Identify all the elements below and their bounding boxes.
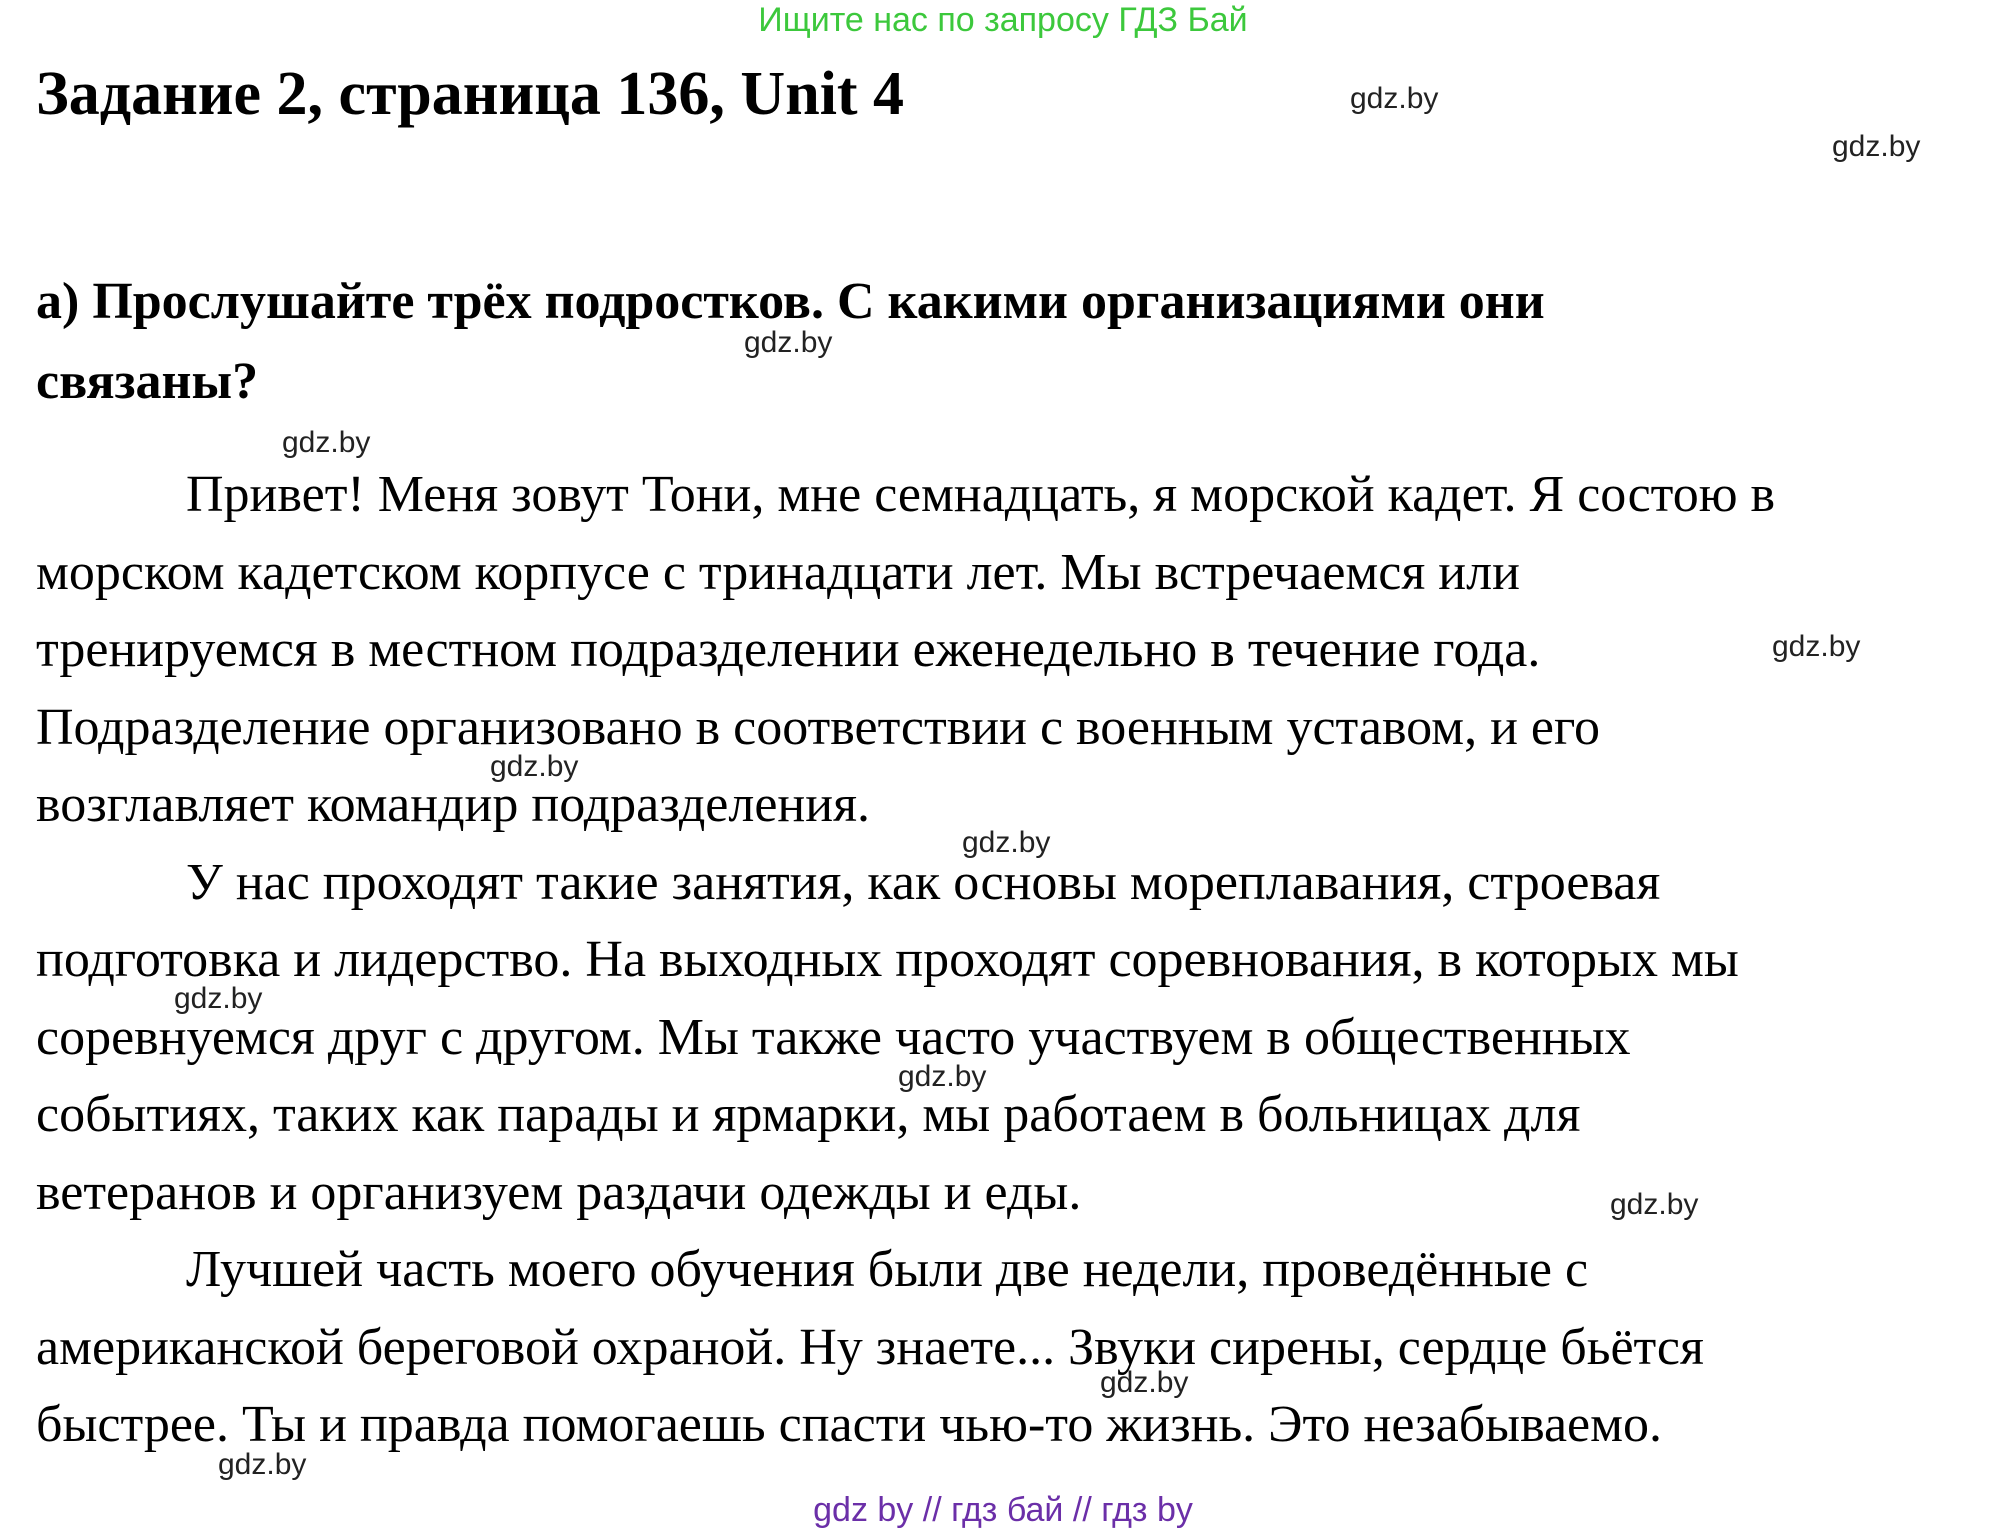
task-heading (36, 262, 1936, 422)
watermark: gdz.by (1100, 1366, 1189, 1399)
watermark: gdz.by (282, 426, 371, 459)
top-banner: Ищите нас по запросу ГДЗ Бай (758, 1, 1248, 39)
text-line: ветеранов и организуем раздачи одежды и еды. (36, 1163, 1082, 1221)
watermark: gdz.by (1350, 82, 1439, 115)
watermark: gdz.by (962, 826, 1051, 859)
text-line: тренируемся в местном подразделении еженедельно в течение года. (36, 621, 1541, 678)
text-line: соревнуемся друг с другом. Мы также часто участвуем в общественных (36, 1008, 1631, 1066)
watermark: gdz.by (1832, 130, 1921, 163)
paragraph (36, 844, 1996, 1232)
watermark: gdz.by (898, 1060, 987, 1093)
footer-links: gdz by // гдз бай // гдз by (813, 1491, 1193, 1529)
watermark: gdz.by (218, 1448, 307, 1481)
task-heading-line: связаны? (36, 353, 259, 410)
paragraph (36, 1231, 1996, 1464)
text-line: Лучшей часть моего обучения были две недели, проведённые с (186, 1241, 1589, 1298)
body-text (36, 456, 1996, 1464)
watermark: gdz.by (1610, 1188, 1699, 1221)
text-line: возглавляет командир подразделения. (36, 776, 870, 833)
page-title: Задание 2, страница 136, Unit 4 (36, 60, 905, 128)
task-heading-line: а) Прослушайте трёх подростков. С какими организациями они (36, 273, 1545, 330)
text-line: морском кадетском корпусе с тринадцати лет. Мы встречаемся или (36, 543, 1520, 601)
text-line: американской береговой охраной. Ну знаете... Звуки сирены, сердце бьётся (36, 1318, 1704, 1376)
watermark: gdz.by (744, 326, 833, 359)
paragraph (36, 456, 1996, 844)
text-line: быстрее. Ты и правда помогаешь спасти чью-то жизнь. Это незабываемо. (36, 1396, 1663, 1453)
watermark: gdz.by (174, 982, 263, 1015)
text-line: Подразделение организовано в соответствии с военным уставом, и его (36, 698, 1601, 756)
watermark: gdz.by (490, 750, 579, 783)
watermark: gdz.by (1772, 630, 1861, 663)
text-line: событиях, таких как парады и ярмарки, мы работаем в больницах для (36, 1086, 1581, 1143)
text-line: подготовка и лидерство. На выходных проходят соревнования, в которых мы (36, 931, 1739, 988)
text-line: Привет! Меня зовут Тони, мне семнадцать, я морской кадет. Я состою в (186, 466, 1776, 523)
text-line: У нас проходят такие занятия, как основы мореплавания, строевая (186, 853, 1661, 911)
